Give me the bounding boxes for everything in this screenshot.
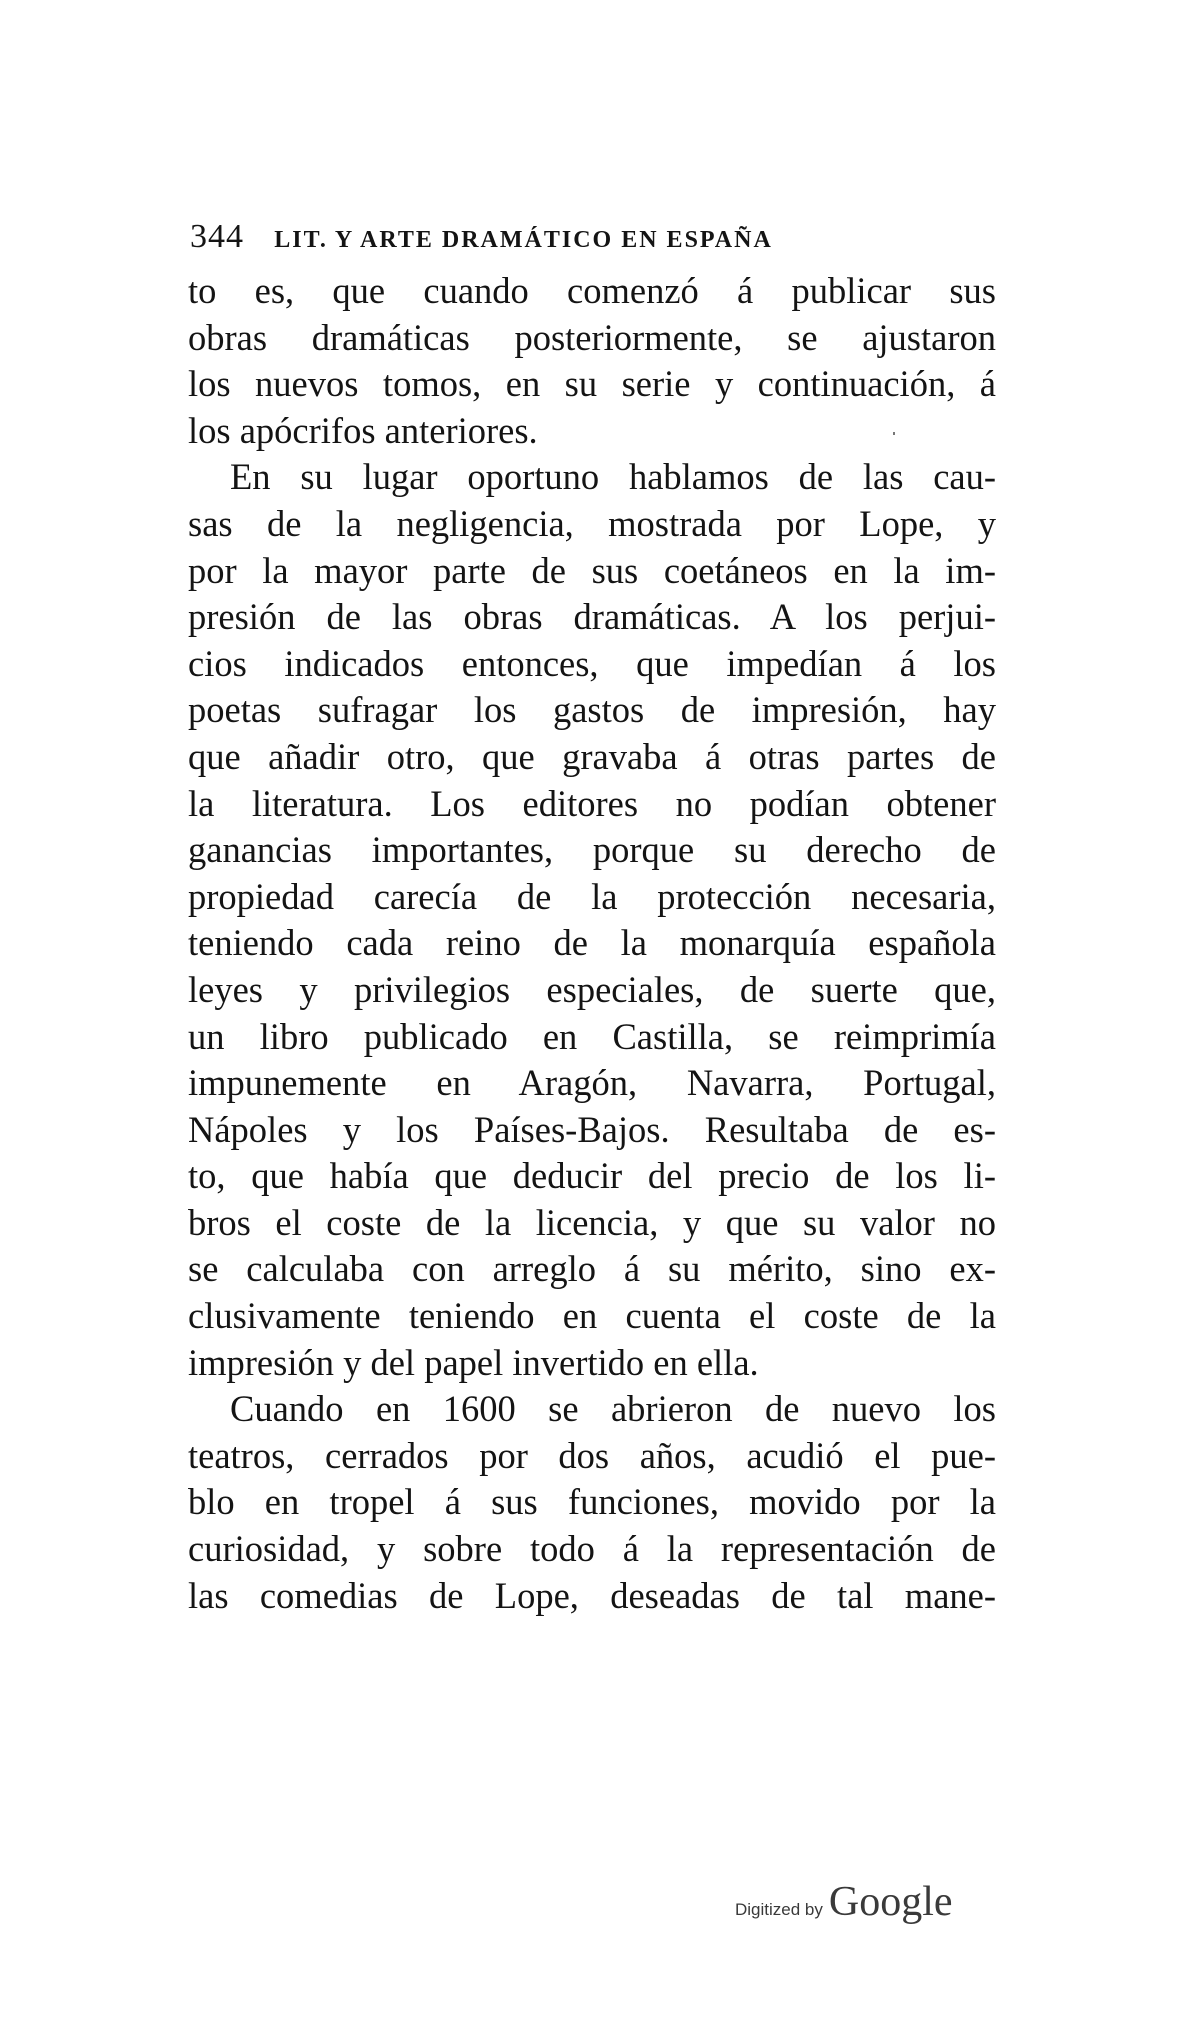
text-line: las comedias de Lope, deseadas de tal mane- — [188, 1574, 996, 1616]
text-line: sas de la negligencia, mostrada por Lope, y — [188, 502, 996, 544]
text-line: to es, que cuando comenzó á publicar sus — [188, 270, 996, 311]
running-title: LIT. Y ARTE DRAMÁTICO EN ESPAÑA — [274, 227, 773, 253]
page-header — [190, 218, 990, 258]
text-line: la literatura. Los editores no podían obtener — [188, 782, 996, 824]
text-line: blo en tropel á sus funciones, movido por la — [188, 1481, 996, 1523]
text-line: teniendo cada reino de la monarquía española — [188, 922, 996, 964]
body-text — [188, 268, 996, 1619]
text-line: clusivamente teniendo en cuenta el coste de la — [188, 1295, 996, 1337]
text-line: impunemente en Aragón, Navarra, Portugal, — [188, 1062, 996, 1104]
text-line: los nuevos tomos, en su serie y continuación, á — [188, 363, 996, 405]
text-line: curiosidad, y sobre todo á la representación de — [188, 1528, 996, 1570]
text-line: obras dramáticas posteriormente, se ajustaron — [188, 316, 996, 358]
text-line: por la mayor parte de sus coetáneos en la im- — [188, 549, 996, 591]
text-line: los apócrifos anteriores. — [188, 409, 538, 451]
text-line: propiedad carecía de la protección necesaria, — [188, 875, 996, 917]
text-line: bros el coste de la licencia, y que su valor no — [188, 1201, 996, 1243]
text-line: leyes y privilegios especiales, de suerte que, — [188, 968, 996, 1010]
page-number: 344 — [190, 218, 244, 255]
google-brand: Google — [828, 1879, 953, 1925]
text-line: En su lugar oportuno hablamos de las cau- — [230, 456, 996, 498]
text-line: Nápoles y los Países-Bajos. Resultaba de es- — [188, 1108, 996, 1150]
text-line: que añadir otro, que gravaba á otras partes de — [188, 735, 996, 777]
text-line: impresión y del papel invertido en ella. — [188, 1341, 759, 1383]
digitized-label: Digitized by — [735, 1900, 823, 1919]
digitization-watermark — [735, 1878, 953, 1926]
text-line: se calculaba con arreglo á su mérito, sino ex- — [188, 1248, 996, 1290]
text-line: presión de las obras dramáticas. A los perjui- — [188, 596, 996, 638]
text-line: un libro publicado en Castilla, se reimprimía — [188, 1015, 996, 1057]
text-line: Cuando en 1600 se abrieron de nuevo los — [230, 1388, 996, 1430]
text-line: teatros, cerrados por dos años, acudió el pue- — [188, 1434, 996, 1476]
text-line: poetas sufragar los gastos de impresión, hay — [188, 689, 996, 731]
text-line: cios indicados entonces, que impedían á los — [188, 642, 996, 684]
text-line: ganancias importantes, porque su derecho de — [188, 829, 996, 871]
text-line: to, que había que deducir del precio de los li- — [188, 1155, 996, 1197]
